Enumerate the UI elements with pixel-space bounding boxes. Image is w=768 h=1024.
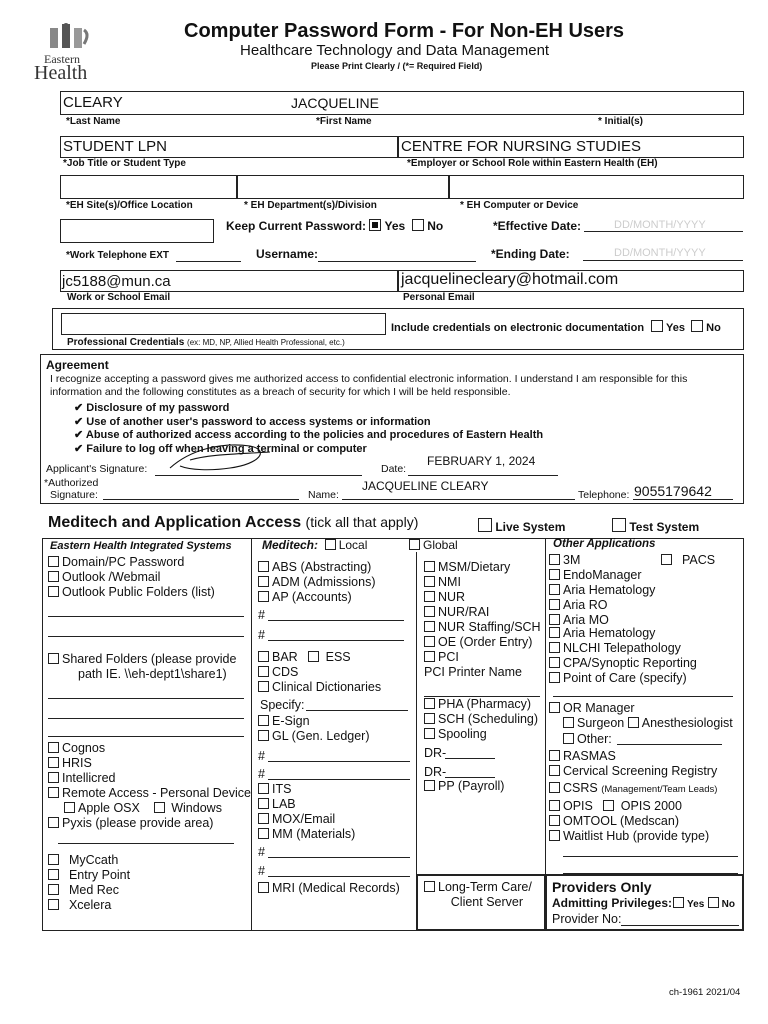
checkbox-item[interactable]: MyCcath [48, 853, 130, 868]
meditech-header: Meditech: [262, 538, 319, 552]
personal-email-label: Personal Email [403, 292, 475, 303]
checkbox-item[interactable]: PHA (Pharmacy) [424, 697, 538, 712]
col3-group-2 [424, 697, 538, 742]
initial-label: * Initial(s) [598, 116, 644, 127]
include-no-checkbox[interactable] [691, 320, 703, 332]
access-title: Meditech and Application Access [48, 514, 302, 531]
test-system-row [612, 518, 699, 534]
checkbox-item[interactable]: NLCHI Telepathology [549, 641, 697, 656]
checkbox-item[interactable]: Waitlist Hub (provide type) [549, 829, 717, 844]
credentials-hint: (ex: MD, NP, Allied Health Professional, etc.) [187, 338, 345, 347]
col3-group-1 [424, 560, 541, 665]
checkbox-item[interactable]: LAB [258, 797, 355, 812]
checkbox-item[interactable]: Remote Access - Personal Device [48, 786, 251, 801]
or-other-item[interactable]: Other: [563, 732, 612, 747]
device-label: * EH Computer or Device [460, 200, 579, 211]
required-note: Please Print Clearly / (*= Required Field) [311, 61, 483, 71]
keep-password-row [226, 219, 443, 233]
keep-password-yes-checkbox[interactable] [369, 219, 381, 231]
windows-checkbox[interactable] [154, 802, 165, 813]
admitting-yes-checkbox[interactable] [673, 897, 684, 908]
bar-checkbox[interactable] [258, 651, 269, 662]
effective-date-label: *Effective Date: [493, 219, 582, 233]
shared-folders-item[interactable]: Shared Folders (please provide path IE. \\eh-dept1\share1) [48, 652, 236, 682]
agreement-text-2: information and the following constitutes as a breach of security for which I will be held responsible. [50, 386, 511, 398]
col2-group-4 [258, 782, 355, 842]
meditech-header-row: Meditech: Local [262, 538, 368, 552]
col1-header: Eastern Health Integrated Systems [50, 540, 232, 552]
agreement-title: Agreement [46, 358, 109, 372]
agreement-item: ✔ Use of another user's password to access systems or information [74, 415, 431, 428]
logo-icon [46, 22, 94, 52]
form-code: ch-1961 2021/04 [669, 987, 741, 998]
opis-checkbox[interactable] [549, 800, 560, 811]
date-label: Date: [381, 463, 407, 475]
checkbox-item[interactable]: MM (Materials) [258, 827, 355, 842]
admitting-row: Admitting Privileges: Yes No [552, 896, 735, 910]
provider-no-line[interactable] [621, 913, 739, 926]
authorized-signature-line[interactable] [103, 488, 299, 500]
dr-label: DR- [424, 746, 447, 760]
hash-label: # [258, 864, 265, 878]
checkbox-item[interactable]: Outlook /Webmail [48, 570, 215, 585]
telephone-label: Telephone: [578, 489, 630, 501]
or-role-row: Surgeon Anesthesiologist [563, 716, 733, 731]
checkbox-item[interactable]: Med Rec [48, 883, 130, 898]
page-title: Computer Password Form - For Non-EH Users [184, 20, 625, 42]
col4-group-1 [549, 568, 697, 686]
credentials-input[interactable] [61, 313, 386, 335]
logo-line2: Health [34, 62, 88, 84]
authorized-label-2: Signature: [50, 489, 98, 501]
checkbox-item[interactable]: CPA/Synoptic Reporting [549, 656, 697, 671]
keep-password-no-checkbox[interactable] [412, 219, 424, 231]
checkbox-item[interactable]: ABS (Abstracting) [258, 560, 376, 575]
provider-no-label: Provider No: [552, 912, 622, 926]
checkbox-item[interactable]: Point of Care (specify) [549, 671, 697, 686]
apple-checkbox[interactable] [64, 802, 75, 813]
checkbox-item[interactable]: Intellicred [48, 771, 251, 786]
local-checkbox[interactable] [325, 539, 336, 550]
checkbox-item[interactable]: MOX/Email [258, 812, 355, 827]
checkbox-item[interactable]: EndoManager [549, 568, 697, 583]
checkbox-item[interactable]: Aria Hematology [549, 583, 697, 598]
first-name-field[interactable]: JACQUELINE [291, 95, 379, 111]
checkbox-item[interactable]: Outlook Public Folders (list) [48, 585, 215, 600]
checkmark-icon: ✔ [74, 429, 84, 442]
checkbox-item[interactable]: E-Sign [258, 714, 370, 729]
site-box[interactable] [60, 175, 237, 199]
access-note: (tick all that apply) [305, 514, 419, 530]
checkbox-item[interactable]: RASMAS [549, 749, 717, 764]
credentials-label: Professional Credentials [67, 337, 185, 348]
ess-checkbox[interactable] [308, 651, 319, 662]
checkmark-icon: ✔ [74, 415, 84, 428]
work-phone-box[interactable] [60, 219, 214, 243]
ending-date-label: *Ending Date: [491, 247, 570, 261]
checkbox-item[interactable]: GL (Gen. Ledger) [258, 729, 370, 744]
department-box[interactable] [237, 175, 449, 199]
signature-icon [150, 430, 290, 478]
work-email-label: Work or School Email [67, 292, 171, 303]
hash-label: # [258, 767, 265, 781]
agreement-item: ✔ Disclosure of my password [74, 402, 230, 414]
agreement-list [74, 402, 543, 456]
checkbox-item[interactable]: OE (Order Entry) [424, 635, 541, 650]
site-label: *EH Site(s)/Office Location [66, 200, 193, 211]
live-system-checkbox[interactable] [478, 518, 492, 532]
checkbox-item[interactable]: Aria RO [549, 598, 697, 613]
checkbox-item[interactable]: Aria Hematology [549, 626, 697, 641]
checkbox-item[interactable]: NUR [424, 590, 541, 605]
or-manager-item[interactable]: OR Manager [549, 701, 635, 716]
test-system-checkbox[interactable] [612, 518, 626, 532]
admitting-no-checkbox[interactable] [708, 897, 719, 908]
ending-date-placeholder: DD/MONTH/YYYY [614, 247, 706, 259]
checkbox-item[interactable]: ADM (Admissions) [258, 575, 376, 590]
page-subtitle: Healthcare Technology and Data Management [240, 42, 550, 59]
checkbox-item[interactable]: Aria MO [549, 613, 697, 628]
col2-group-3 [258, 714, 370, 744]
dr-label: DR- [424, 765, 447, 779]
checkbox-item[interactable]: Entry Point [48, 868, 130, 883]
col4-header: Other Applications [553, 538, 656, 550]
col2-group-1 [258, 560, 376, 605]
checkbox-item[interactable]: SCH (Scheduling) [424, 712, 538, 727]
access-title-row [48, 514, 418, 532]
hash-label: # [258, 608, 265, 622]
hash-label: # [258, 628, 265, 642]
agreement-item: ✔ Failure to log off when leaving a terminal or computer [74, 442, 367, 455]
logo-line1: Eastern [44, 52, 80, 66]
checkbox-item[interactable]: Xcelera [48, 898, 130, 913]
keep-password-yes-label: Yes [384, 219, 406, 233]
first-name-label: *First Name [316, 116, 372, 127]
checkbox-item[interactable]: ITS [258, 782, 355, 797]
checkbox-item[interactable]: CDS [258, 665, 381, 680]
agreement-text-1: I recognize accepting a password gives me authorized access to confidential electronic information. I understand I am responsible for this [50, 373, 688, 385]
include-yes-checkbox[interactable] [651, 320, 663, 332]
checkbox-item[interactable]: NMI [424, 575, 541, 590]
effective-date-placeholder: DD/MONTH/YYYY [614, 219, 706, 231]
name-label: Name: [308, 489, 339, 501]
checkbox-item[interactable]: NUR/RAI [424, 605, 541, 620]
personal-email-field: jacquelinecleary@hotmail.com [401, 271, 619, 288]
include-credentials-label: Include credentials on electronic documentation [391, 322, 645, 334]
checkbox-item[interactable]: Cervical Screening Registry [549, 764, 717, 779]
checkmark-icon: ✔ [74, 402, 84, 414]
device-box[interactable] [449, 175, 744, 199]
include-no-label: No [706, 322, 721, 334]
keep-password-no-label: No [427, 219, 444, 233]
surgeon-checkbox[interactable] [563, 717, 574, 728]
telephone-value: 9055179642 [634, 483, 712, 499]
date-value: FEBRUARY 1, 2024 [427, 454, 536, 468]
checkbox-item[interactable]: Spooling [424, 727, 538, 742]
agreement-item: ✔ Abuse of authorized access according to the policies and procedures of Eastern Health [74, 429, 544, 442]
checkbox-item[interactable]: CSRS (Management/Team Leads) [549, 781, 717, 797]
test-system-label: Test System [629, 520, 700, 534]
last-name-field[interactable]: CLEARY [63, 94, 123, 111]
checkbox-item[interactable]: Domain/PC Password [48, 555, 215, 570]
username-label: Username: [256, 247, 319, 261]
hash-label: # [258, 845, 265, 859]
opis2000-checkbox[interactable] [603, 800, 614, 811]
job-title-field: STUDENT LPN [63, 138, 167, 155]
pp-item[interactable]: PP (Payroll) [424, 779, 504, 794]
authorized-label-1: *Authorized [44, 477, 99, 489]
checkbox-item[interactable]: Clinical Dictionaries [258, 680, 381, 695]
checkbox-item[interactable]: HRIS [48, 756, 251, 771]
hash-label: # [258, 749, 265, 763]
checkmark-icon: ✔ [74, 442, 84, 455]
employer-field: CENTRE FOR NURSING STUDIES [401, 138, 642, 155]
anesthesiologist-checkbox[interactable] [628, 717, 639, 728]
printer-line[interactable] [424, 685, 540, 697]
checkbox-item[interactable]: PCI [424, 650, 541, 665]
providers-title: Providers Only [552, 879, 652, 895]
checkbox-item[interactable]: AP (Accounts) [258, 590, 376, 605]
work-email-field: jc5188@mun.ca [62, 273, 171, 290]
logo [34, 22, 104, 82]
col1-group-1 [48, 555, 215, 600]
username-line[interactable] [318, 249, 476, 262]
col2-group-2: BAR ESS CDS Clinical Dictionaries [258, 650, 381, 695]
col1-group-2: Cognos HRIS Intellicred Remote Access - Personal Device Apple OSX Windows Pyxis (please provide area) [48, 741, 251, 831]
col4-group-2: RASMAS Cervical Screening Registry CSRS (Management/Team Leads) OPIS OPIS 2000 OMTOOL (Medscan) Waitlist Hub (provide type) [549, 749, 717, 844]
include-credentials-row [391, 320, 721, 334]
threem-item[interactable]: 3M [549, 553, 580, 568]
global-option[interactable]: Global [409, 538, 458, 552]
live-system-row [478, 518, 565, 534]
mri-item[interactable]: MRI (Medical Records) [258, 881, 400, 896]
work-phone-label: *Work Telephone EXT [66, 250, 169, 261]
live-system-label: Live System [495, 520, 566, 534]
checkbox-item[interactable]: NUR Staffing/SCH [424, 620, 541, 635]
include-yes-label: Yes [665, 322, 685, 334]
checkbox-item[interactable]: Cognos [48, 741, 251, 756]
name-value: JACQUELINE CLEARY [362, 479, 489, 493]
ltc-item[interactable]: Long-Term Care/ Client Server [424, 880, 532, 910]
specify-line[interactable] [306, 699, 408, 711]
keep-password-label: Keep Current Password: [226, 219, 367, 233]
job-title-label: *Job Title or Student Type [63, 158, 186, 169]
applicant-signature-label: Applicant's Signature: [46, 463, 148, 475]
col1-group-3 [48, 853, 130, 913]
printer-label: PCI Printer Name [424, 665, 522, 679]
pacs-item[interactable]: PACS [661, 553, 715, 568]
checkbox-item[interactable]: OMTOOL (Medscan) [549, 814, 717, 829]
checkbox-item[interactable]: MSM/Dietary [424, 560, 541, 575]
employer-label: *Employer or School Role within Eastern Health (EH) [407, 158, 658, 169]
last-name-label: *Last Name [66, 116, 121, 127]
checkbox-item[interactable]: Pyxis (please provide area) [48, 816, 251, 831]
credentials-label-row [67, 337, 345, 348]
department-label: * EH Department(s)/Division [244, 200, 377, 211]
specify-label: Specify: [260, 698, 305, 712]
